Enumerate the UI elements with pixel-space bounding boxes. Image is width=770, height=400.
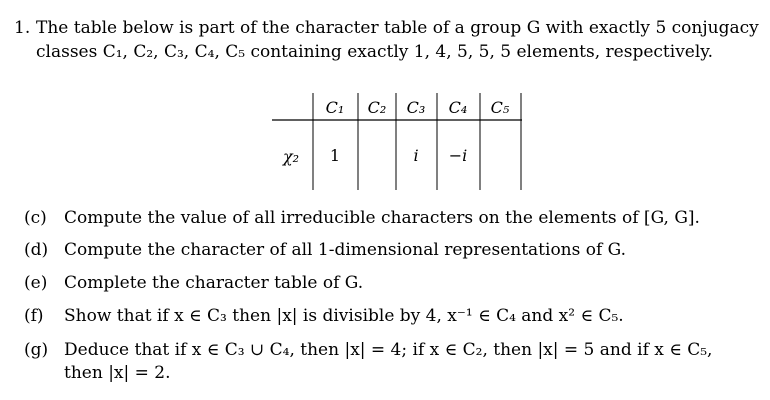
part-label: (f)	[24, 306, 44, 326]
column-header-c5: C₅	[490, 98, 510, 117]
part-text: Show that if x ∈ C₃ then |x| is divisible by 4, x⁻¹ ∈ C₄ and x² ∈ C₅.	[64, 306, 624, 326]
question-text-line-1: The table below is part of the character table of a group G with exactly 5 conjugacy	[36, 18, 759, 38]
column-header-c1: C₁	[325, 98, 345, 117]
part-text: then |x| = 2.	[64, 363, 171, 383]
cell-c3: i	[413, 146, 419, 165]
column-header-c2: C₂	[367, 98, 387, 117]
row-label-chi2: χ₂	[282, 147, 300, 166]
part-text: Deduce that if x ∈ C₃ ∪ C₄, then |x| = 4; if x ∈ C₂, then |x| = 5 and if x ∈ C₅,	[64, 340, 713, 360]
cell-c1: 1	[329, 146, 341, 165]
part-label: (c)	[24, 208, 47, 228]
question-number: 1.	[14, 18, 31, 38]
part-label: (d)	[24, 240, 49, 260]
part-text: Compute the value of all irreducible characters on the elements of [G, G].	[64, 208, 700, 228]
part-text: Complete the character table of G.	[64, 273, 364, 293]
column-header-c3: C₃	[406, 98, 426, 117]
cell-c4: −i	[448, 146, 468, 165]
column-header-c4: C₄	[448, 98, 468, 117]
part-label: (g)	[24, 340, 49, 360]
question-text-line-2: classes C₁, C₂, C₃, C₄, C₅ containing exactly 1, 4, 5, 5, 5 elements, respectively.	[36, 42, 714, 62]
part-text: Compute the character of all 1-dimensional representations of G.	[64, 240, 627, 260]
part-label: (e)	[24, 273, 48, 293]
